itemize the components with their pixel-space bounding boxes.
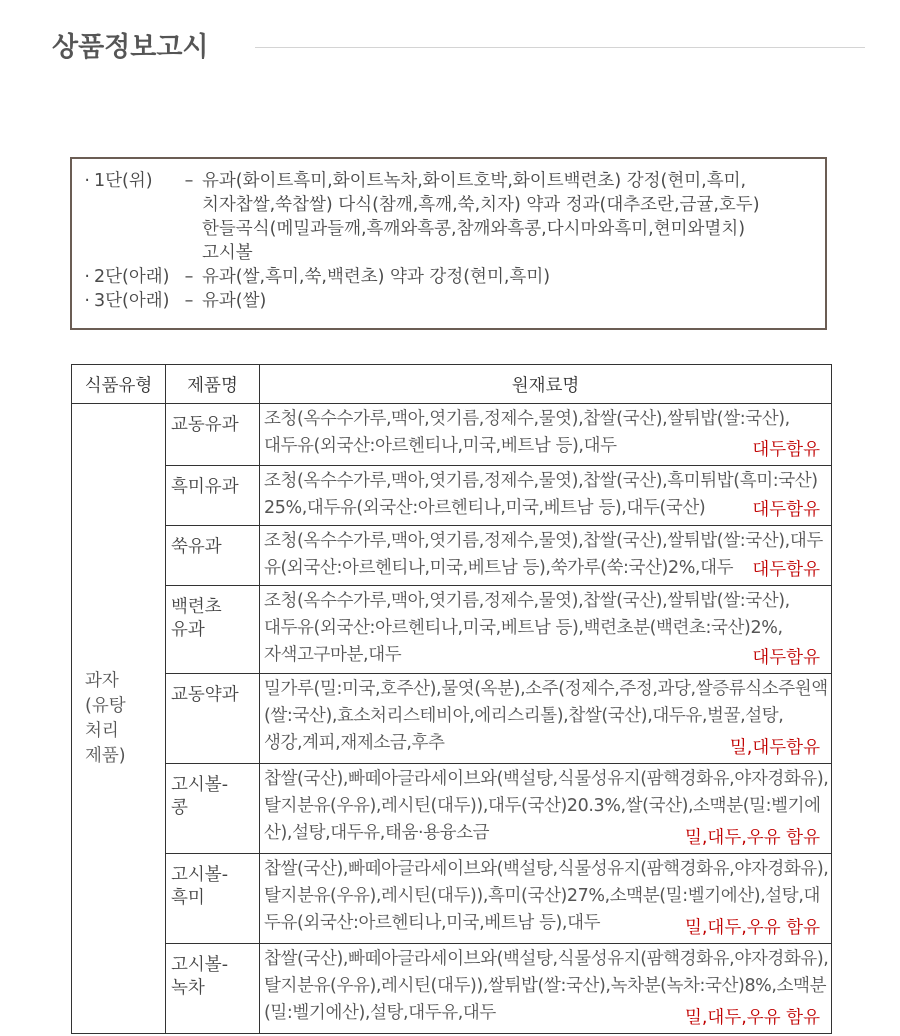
notice-dash: – xyxy=(184,291,194,311)
table-row xyxy=(72,674,832,764)
ingredients-cell xyxy=(260,526,832,586)
allergen-warning: 대두함유 xyxy=(752,560,820,580)
header-food-type: 식품유형 xyxy=(72,365,166,404)
food-type-line: 제품) xyxy=(85,745,126,766)
ingredient-line: 탈지분유(우유),레시틴(대두)),대두(국산)20.3%,쌀(국산),소맥분(밀:벨기에 xyxy=(264,796,821,816)
product-name: 흑미유과 xyxy=(171,477,239,497)
table-header-row xyxy=(72,365,832,404)
product-name: 백련초 xyxy=(171,597,222,617)
notice-contents xyxy=(200,265,550,289)
bullet-dot: · xyxy=(84,291,90,311)
bullet-dot: · xyxy=(84,267,90,287)
notice-contents xyxy=(200,169,760,265)
table-row xyxy=(72,404,832,466)
ingredient-table xyxy=(71,364,832,1034)
product-notice-box xyxy=(70,157,827,330)
ingredient-line: (밀:벨기에산),설탕,대두유,대두 xyxy=(264,1003,496,1023)
allergen-warning: 밀,대두,우유 함유 xyxy=(684,918,820,938)
product-name: 유과 xyxy=(171,620,205,640)
ingredient-line: 밀가루(밀:미국,호주산),물엿(옥분),소주(정제수,주정,과당,쌀증류식소주원액 xyxy=(264,679,828,699)
food-type-line: 과자 xyxy=(85,670,119,691)
bullet-dot: · xyxy=(84,171,90,191)
allergen-warning: 대두함유 xyxy=(752,440,820,460)
ingredients-cell xyxy=(260,764,832,854)
ingredient-line: 탈지분유(우유),레시틴(대두)),쌀튀밥(쌀:국산),녹차분(녹차:국산)8%,소맥분 xyxy=(264,976,827,996)
ingredients-cell xyxy=(260,586,832,674)
notice-line: 유과(쌀) xyxy=(202,291,267,311)
product-name: 고시볼- xyxy=(171,955,229,975)
table-row xyxy=(72,854,832,944)
ingredients-cell xyxy=(260,854,832,944)
table-row xyxy=(72,526,832,586)
notice-layer-label: 3단(아래) xyxy=(94,291,170,311)
notice-item xyxy=(72,289,825,313)
product-name-cell xyxy=(166,466,260,526)
notice-dash: – xyxy=(184,267,194,287)
ingredient-line: 두유(외국산:아르헨티나,미국,베트남 등),대두 xyxy=(264,913,601,933)
notice-list xyxy=(72,159,825,313)
notice-layer-label: 1단(위) xyxy=(94,171,153,191)
notice-layer-label: 2단(아래) xyxy=(94,267,170,287)
ingredient-line: 찹쌀(국산),빠떼아글라세이브와(백설탕,식물성유지(팜핵경화유,야자경화유), xyxy=(264,769,829,789)
table-row xyxy=(72,466,832,526)
table-row xyxy=(72,586,832,674)
notice-item xyxy=(72,265,825,289)
product-name: 고시볼- xyxy=(171,865,229,885)
ingredient-line: 대두유(외국산:아르헨티나,미국,베트남 등),백련초분(백련초:국산)2%, xyxy=(264,618,783,638)
product-name: 고시볼- xyxy=(171,775,229,795)
ingredient-line: 조청(옥수수가루,맥아,엿기름,정제수,물엿),찹쌀(국산),흑미튀밥(흑미:국산) xyxy=(264,471,818,491)
ingredient-line: 조청(옥수수가루,맥아,엿기름,정제수,물엿),찹쌀(국산),쌀튀밥(쌀:국산),대두 xyxy=(264,531,823,551)
table-row xyxy=(72,944,832,1034)
notice-dash: – xyxy=(184,171,194,191)
ingredient-line: (쌀:국산),효소처리스테비아,에리스리톨),찹쌀(국산),대두유,벌꿀,설탕, xyxy=(264,706,784,726)
product-name-cell xyxy=(166,404,260,466)
product-name: 콩 xyxy=(171,798,188,818)
notice-line: 유과(쌀,흑미,쑥,백련초) 약과 강정(현미,흑미) xyxy=(202,267,551,287)
notice-line: 고시볼 xyxy=(202,243,253,263)
ingredients-cell xyxy=(260,404,832,466)
product-name-cell xyxy=(166,764,260,854)
notice-item xyxy=(72,169,825,265)
ingredient-line: 찹쌀(국산),빠떼아글라세이브와(백설탕,식물성유지(팜핵경화유,야자경화유), xyxy=(264,949,829,969)
product-name: 녹차 xyxy=(171,978,205,998)
ingredient-line: 조청(옥수수가루,맥아,엿기름,정제수,물엿),찹쌀(국산),쌀튀밥(쌀:국산), xyxy=(264,409,790,429)
ingredient-line: 유(외국산:아르헨티나,미국,베트남 등),쑥가루(쑥:국산)2%,대두 xyxy=(264,558,734,578)
ingredients-cell xyxy=(260,466,832,526)
table-body xyxy=(72,404,832,1034)
food-type-line: 처리 xyxy=(85,720,119,741)
ingredient-line: 찹쌀(국산),빠떼아글라세이브와(백설탕,식물성유지(팜핵경화유,야자경화유), xyxy=(264,859,829,879)
title-divider xyxy=(255,47,865,48)
ingredients-cell xyxy=(260,674,832,764)
heading-row xyxy=(52,28,864,68)
product-name-cell xyxy=(166,854,260,944)
allergen-warning: 대두함유 xyxy=(752,500,820,520)
notice-line: 치자찹쌀,쑥찹쌀) 다식(참깨,흑깨,쑥,치자) 약과 정과(대추조란,금귤,호두) xyxy=(202,195,760,215)
product-name-cell xyxy=(166,586,260,674)
allergen-warning: 밀,대두,우유 함유 xyxy=(684,1008,820,1028)
ingredients-cell xyxy=(260,944,832,1034)
product-name-cell xyxy=(166,674,260,764)
product-name: 흑미 xyxy=(171,888,205,908)
ingredient-line: 대두유(외국산:아르헨티나,미국,베트남 등),대두 xyxy=(264,436,617,456)
header-product-name: 제품명 xyxy=(166,365,260,404)
notice-line: 한들곡식(메밀과들깨,흑깨와흑콩,참깨와흑콩,다시마와흑미,현미와멸치) xyxy=(202,219,746,239)
ingredient-line: 탈지분유(우유),레시틴(대두)),흑미(국산)27%,소맥분(밀:벨기에산),설탕,대 xyxy=(264,886,820,906)
food-type-line: (유탕 xyxy=(85,695,126,716)
notice-line: 유과(화이트흑미,화이트녹차,화이트호박,화이트백련초) 강정(현미,흑미, xyxy=(202,171,747,191)
ingredient-line: 자색고구마분,대두 xyxy=(264,645,402,665)
page-title: 상품정보고시 xyxy=(52,32,209,63)
product-name: 교동약과 xyxy=(171,685,239,705)
notice-contents xyxy=(200,289,266,313)
allergen-warning: 밀,대두함유 xyxy=(729,738,820,758)
ingredient-line: 산),설탕,대두유,태움·용융소금 xyxy=(264,823,490,843)
food-type-cell xyxy=(72,404,166,1034)
product-name-cell xyxy=(166,526,260,586)
header-ingredients: 원재료명 xyxy=(260,365,832,404)
ingredient-line: 25%,대두유(외국산:아르헨티나,미국,베트남 등),대두(국산) xyxy=(264,498,706,518)
table-row xyxy=(72,764,832,854)
product-name: 쑥유과 xyxy=(171,537,222,557)
ingredient-line: 생강,계피,재제소금,후추 xyxy=(264,733,445,753)
allergen-warning: 밀,대두,우유 함유 xyxy=(684,828,820,848)
allergen-warning: 대두함유 xyxy=(752,648,820,668)
product-name: 교동유과 xyxy=(171,415,239,435)
ingredient-line: 조청(옥수수가루,맥아,엿기름,정제수,물엿),찹쌀(국산),쌀튀밥(쌀:국산), xyxy=(264,591,790,611)
product-name-cell xyxy=(166,944,260,1034)
